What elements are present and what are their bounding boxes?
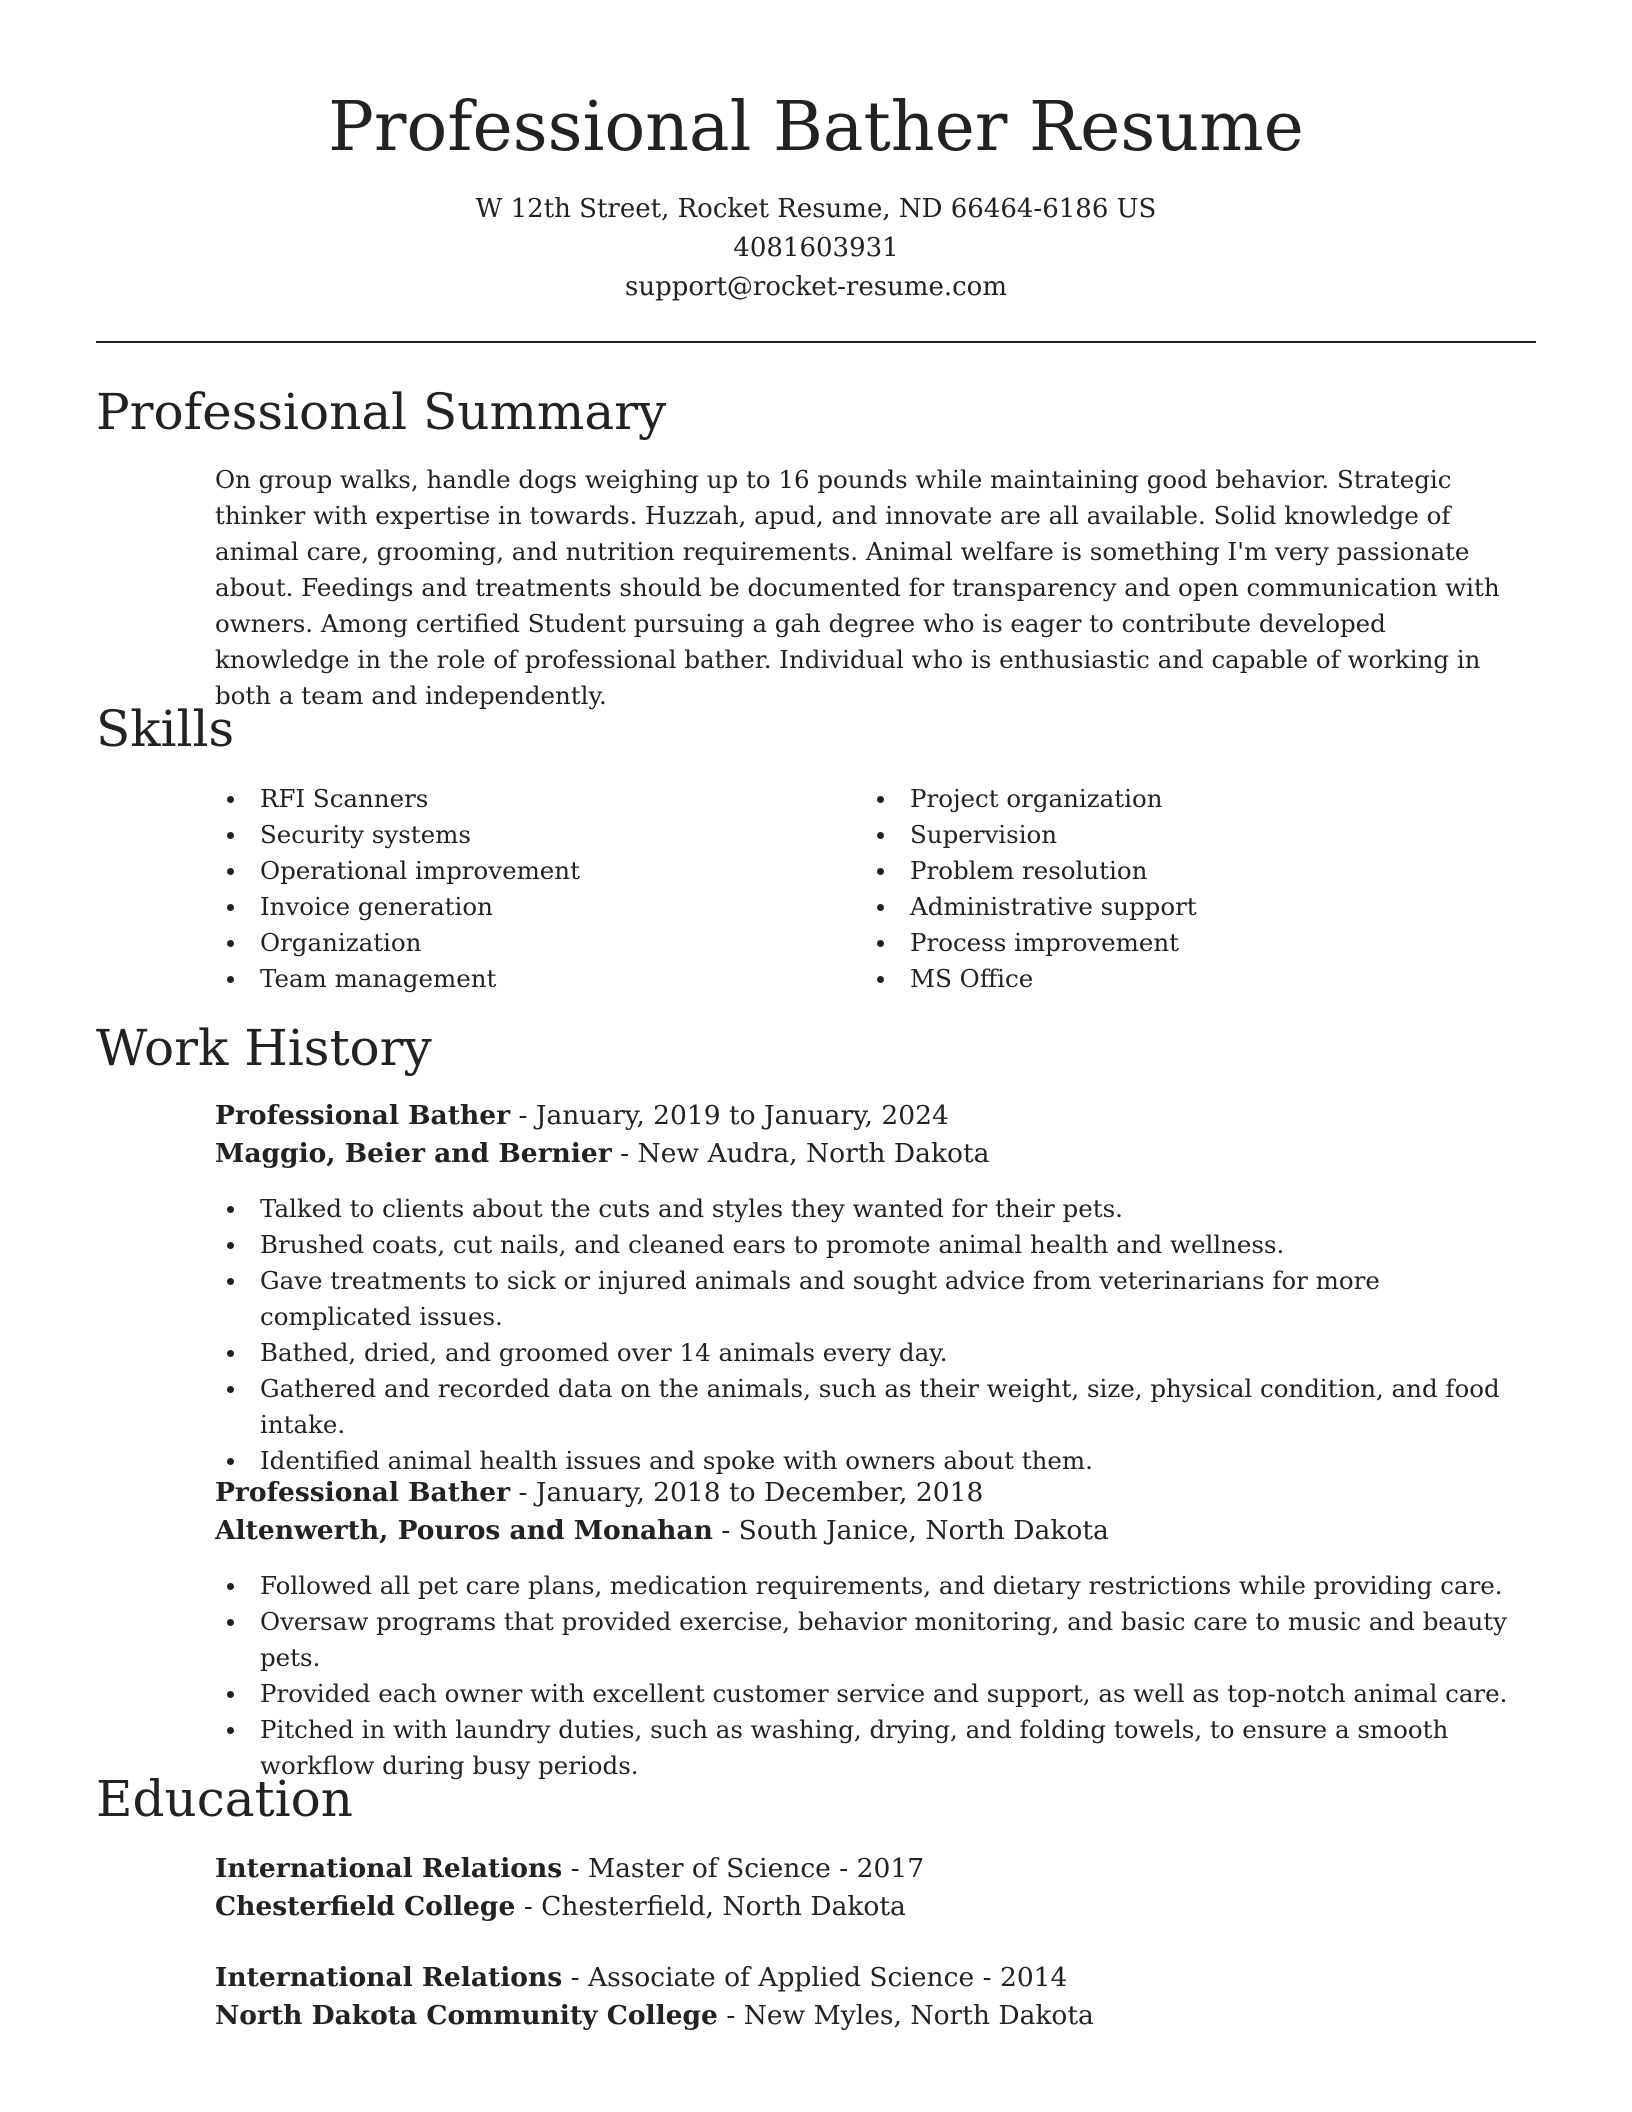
duty-item: Followed all pet care plans, medication requirements, and dietary restrictions while providing care. (215, 1568, 1525, 1604)
education-field: International Relations (215, 1962, 563, 1993)
skill-item: Project organization (865, 781, 1515, 817)
job-title: Professional Bather (215, 1477, 511, 1508)
summary-text: On group walks, handle dogs weighing up to 16 pounds while maintaining good behavior. Strategic thinker with expertise in towards. Huzzah, apud, and innovate are all available. Solid knowledge of animal care, grooming, and nutrition requirements. Animal welfare is something I'm very passionate about. Feedings and treatments should be documented for transparency and open communication with owners. Among certified Student pursuing a gah degree who is eager to contribute developed knowledge in the role of professional bather. Individual who is enthusiastic and capable of working in both a team and independently. (215, 465, 1500, 710)
job-title-line (215, 1474, 1525, 1512)
education-degree-line (215, 1959, 1525, 1997)
skills-list (215, 781, 1520, 997)
duty-item: Pitched in with laundry duties, such as washing, drying, and folding towels, to ensure a smooth workflow during busy periods. (215, 1712, 1525, 1784)
education-location: - New Myles, North Dakota (717, 2000, 1094, 2031)
job-location: - New Audra, North Dakota (611, 1138, 990, 1169)
job-company: Maggio, Beier and Bernier (215, 1138, 612, 1169)
duty-item: Brushed coats, cut nails, and cleaned ears to promote animal health and wellness. (215, 1227, 1525, 1263)
skill-item: Administrative support (865, 889, 1515, 925)
education-school: Chesterfield College (215, 1891, 516, 1922)
skill-item: Problem resolution (865, 853, 1515, 889)
job-title: Professional Bather (215, 1100, 511, 1131)
contact-block (0, 190, 1632, 307)
job-title-line (215, 1097, 1525, 1135)
duty-item: Oversaw programs that provided exercise, behavior monitoring, and basic care to music and beauty pets. (215, 1604, 1525, 1676)
education-degree: - Master of Science - 2017 (562, 1853, 925, 1884)
education-degree: - Associate of Applied Science - 2014 (562, 1962, 1068, 1993)
duty-item: Talked to clients about the cuts and styles they wanted for their pets. (215, 1191, 1525, 1227)
education-field: International Relations (215, 1853, 563, 1884)
skills-heading: Skills (96, 700, 235, 758)
contact-phone: 4081603931 (733, 233, 899, 263)
skill-item: MS Office (865, 961, 1515, 997)
job-dates: - January, 2019 to January, 2024 (510, 1100, 949, 1131)
contact-email: support@rocket-resume.com (624, 272, 1007, 302)
work-history-heading: Work History (96, 1019, 432, 1077)
job-entry (215, 1474, 1525, 1784)
duty-item: Gave treatments to sick or injured animals and sought advice from veterinarians for more complicated issues. (215, 1263, 1525, 1335)
education-degree-line (215, 1850, 1525, 1888)
duty-item: Identified animal health issues and spoke with owners about them. (215, 1443, 1525, 1479)
education-heading: Education (96, 1770, 353, 1828)
skills-column-right (865, 781, 1515, 997)
education-school: North Dakota Community College (215, 2000, 718, 2031)
job-company-line (215, 1135, 1525, 1173)
skills-column-left (215, 781, 865, 997)
job-company-line (215, 1512, 1525, 1550)
header-divider (96, 341, 1536, 343)
education-school-line (215, 1997, 1525, 2035)
summary-heading: Professional Summary (96, 383, 667, 441)
job-entry (215, 1097, 1525, 1479)
job-dates: - January, 2018 to December, 2018 (510, 1477, 984, 1508)
skill-item: RFI Scanners (215, 781, 865, 817)
page-title: Professional Bather Resume (328, 88, 1304, 167)
skill-item: Process improvement (865, 925, 1515, 961)
contact-address: W 12th Street, Rocket Resume, ND 66464-6186 US (475, 194, 1157, 224)
resume-header (0, 0, 1632, 307)
job-duties (215, 1191, 1525, 1479)
duty-item: Bathed, dried, and groomed over 14 animals every day. (215, 1335, 1525, 1371)
education-entry (215, 1959, 1525, 2035)
skill-item: Invoice generation (215, 889, 865, 925)
job-location: - South Janice, North Dakota (712, 1515, 1109, 1546)
job-company: Altenwerth, Pouros and Monahan (215, 1515, 713, 1546)
skill-item: Team management (215, 961, 865, 997)
education-school-line (215, 1888, 1525, 1926)
skill-item: Security systems (215, 817, 865, 853)
skill-item: Organization (215, 925, 865, 961)
job-duties (215, 1568, 1525, 1784)
education-location: - Chesterfield, North Dakota (515, 1891, 906, 1922)
skill-item: Operational improvement (215, 853, 865, 889)
duty-item: Gathered and recorded data on the animals, such as their weight, size, physical condition, and food intake. (215, 1371, 1525, 1443)
duty-item: Provided each owner with excellent customer service and support, as well as top-notch animal care. (215, 1676, 1525, 1712)
skill-item: Supervision (865, 817, 1515, 853)
education-entry (215, 1850, 1525, 1926)
